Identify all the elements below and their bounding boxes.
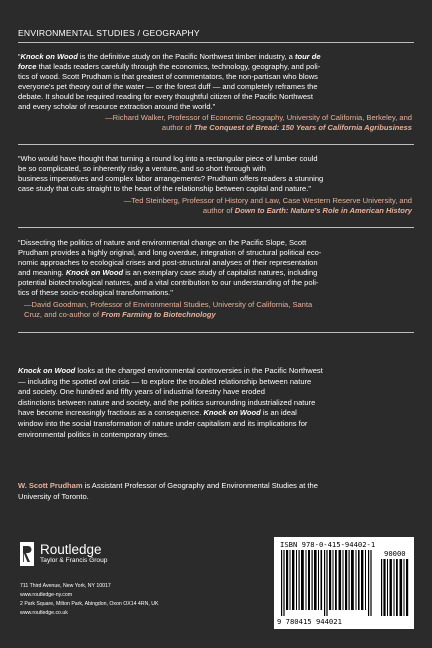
price-code: 90000 xyxy=(384,549,406,558)
quote-3: “Dissecting the politics of nature and environmental change on the Pacific Slope, Scott Prudham provides a highly original, and long overdue, integration of structural political eco- nomic approaches to ecological crises and post-structural analyses of their representation and meaning. Knock on Wood is an exemplary case study of capitalist natures, including potential biotechnological natures, and a vital contribution to our understanding of the poli- tics of these socio-ecological transformations." xyxy=(18,238,322,298)
author-name: W. Scott Prudham xyxy=(18,481,83,490)
book-description: Knock on Wood looks at the charged environmental controversies in the Pacific Northwest — including the spotted owl crisis — to explore the troubled relationship between nature and society. One hundred and fifty years of industrial forestry have eroded distinctions between nature and society, and the politics surrounding industrialized nature have become increasingly fractious as a consequence. Knock on Wood is an ideal window into the social transformation of nature under capitalism and its implications for environmental politics in contemporary times. xyxy=(18,366,323,439)
category-label: ENVIRONMENTAL STUDIES / GEOGRAPHY xyxy=(18,28,200,38)
isbn-label: ISBN 978-0-415-94402-1 xyxy=(280,540,376,549)
divider xyxy=(18,332,414,333)
barcode-bars xyxy=(279,550,375,616)
isbn-barcode xyxy=(274,537,414,629)
divider xyxy=(18,227,414,228)
quote-2-attribution: —Ted Steinberg, Professor of History and Law, Case Western Reserve University, and author of Down to Earth: Nature's Role in American History xyxy=(123,196,412,216)
author-bio: W. Scott Prudham is Assistant Professor of Geography and Environmental Studies at the University of Toronto. xyxy=(18,481,318,501)
publisher-addresses: 711 Third Avenue, New York, NY 10017 www.routledge-ny.com 2 Park Square, Milton Park, Abingdon, Oxon OX14 4RN, UK www.routledge.co.uk xyxy=(20,583,159,616)
publisher-logo xyxy=(20,542,160,568)
barcode-digits: 9 780415 944021 xyxy=(277,617,342,626)
addon-barcode-bars xyxy=(380,559,410,616)
publisher-name: Routledge xyxy=(40,542,102,557)
quote-3-attribution: —David Goodman, Professor of Environmental Studies, University of California, Santa Cruz, and co-author of From Farming to Biotechnology xyxy=(24,300,313,320)
quote-1-attribution: —Richard Walker, Professor of Economic Geography, University of California, Berkeley, and author of The Conquest of Bread: 150 Years of California Agribusiness xyxy=(105,113,412,133)
divider xyxy=(18,144,414,145)
quote-2: “Who would have thought that turning a round log into a rectangular piece of lumber could be so complicated, so inherently risky a venture, and so short through with business imperatives and complex labor arrangements? Prudham offers readers a stunning case study that cuts straight to the heart of the relationship between capital and nature." xyxy=(18,154,324,194)
quote-1: “Knock on Wood is the definitive study on the Pacific Northwest timber industry, a tour de force that leads readers carefully through the economics, technology, geography, and poli- tics of wood. Scott Prudham is that greatest of commentators, the non-partisan who blows everyone's pet theory out of the water — or the forest duff — and completely reframes the debate. It should be required reading for every thoughtful citizen of the Pacific Northwest and every scholar of resource extraction around the world." xyxy=(18,52,321,112)
publisher-subname: Taylor & Francis Group xyxy=(40,557,108,564)
routledge-logo-icon xyxy=(20,542,34,566)
divider xyxy=(18,42,414,43)
